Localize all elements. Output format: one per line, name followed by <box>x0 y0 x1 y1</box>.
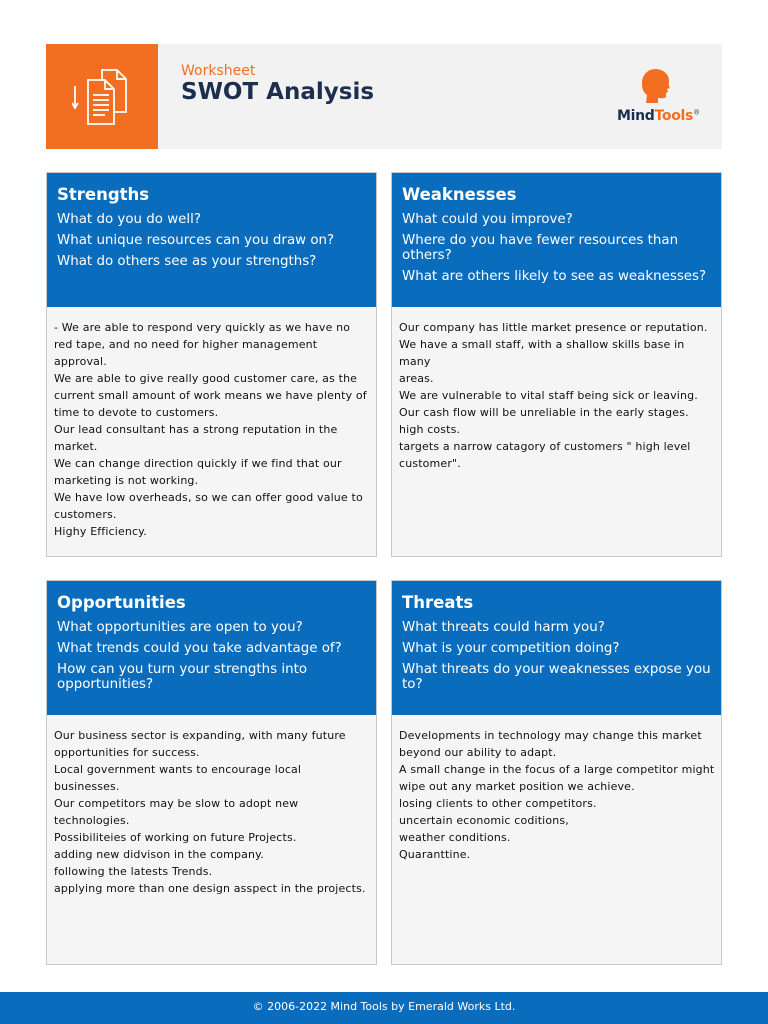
opportunities-question: What trends could you take advantage of? <box>57 641 342 656</box>
weaknesses-line: Our cash flow will be unreliable in the early stages. <box>399 406 689 419</box>
weaknesses-questions <box>402 212 712 290</box>
threats-line: weather conditions. <box>399 831 511 844</box>
brand-tools: Tools <box>654 108 694 124</box>
threats-line: wipe out any market position we achieve. <box>399 780 635 793</box>
strengths-title: Strengths <box>57 185 150 204</box>
weaknesses-title: Weaknesses <box>402 185 517 204</box>
strengths-line: current small amount of work means we have plenty of <box>54 389 367 402</box>
strengths-line: We are able to give really good customer care, as the <box>54 372 358 385</box>
strengths-line: red tape, and no need for higher management <box>54 338 318 351</box>
strengths-line: We have low overheads, so we can offer good value to <box>54 491 363 504</box>
strengths-line: time to devote to customers. <box>54 406 219 419</box>
weaknesses-line: Our company has little market presence or reputation. <box>399 321 708 334</box>
strengths-header <box>47 173 376 307</box>
threats-question: What threats do your weaknesses expose you to? <box>402 662 711 692</box>
mindtools-logo <box>614 68 700 128</box>
strengths-line: Our lead consultant has a strong reputation in the <box>54 423 338 436</box>
threats-text-area[interactable] <box>399 727 715 955</box>
weaknesses-line: We are vulnerable to vital staff being sick or leaving. <box>399 389 698 402</box>
weaknesses-question: Where do you have fewer resources than others? <box>402 233 679 263</box>
strengths-line: - We are able to respond very quickly as we have no <box>54 321 351 334</box>
strengths-line: We can change direction quickly if we find that our <box>54 457 342 470</box>
threats-line: Quaranttine. <box>399 848 471 861</box>
strengths-line: Highy Efficiency. <box>54 525 147 538</box>
opportunities-line: Our competitors may be slow to adopt new <box>54 797 299 810</box>
strengths-questions <box>57 212 367 275</box>
opportunities-line: Our business sector is expanding, with many future <box>54 729 346 742</box>
threats-line: beyond our ability to adapt. <box>399 746 557 759</box>
opportunities-question: How can you turn your strengths into opportunities? <box>57 662 308 692</box>
documents-icon <box>72 68 132 126</box>
threats-title: Threats <box>402 593 474 612</box>
opportunities-line: businesses. <box>54 780 120 793</box>
opportunities-line: Local government wants to encourage local <box>54 763 302 776</box>
head-icon <box>642 68 672 104</box>
opportunities-line: following the latests Trends. <box>54 865 213 878</box>
weaknesses-line: customer". <box>399 457 461 470</box>
weaknesses-line: areas. <box>399 372 434 385</box>
threats-line: A small change in the focus of a large competitor might <box>399 763 715 776</box>
weaknesses-line: targets a narrow catagory of customers " high level <box>399 440 691 453</box>
opportunities-line: applying more than one design asspect in the projects. <box>54 882 366 895</box>
weaknesses-line: high costs. <box>399 423 461 436</box>
opportunities-line: Possibiliteies of working on future Projects. <box>54 831 297 844</box>
threats-question: What is your competition doing? <box>402 641 620 656</box>
strengths-text-area[interactable] <box>54 319 370 547</box>
opportunities-line: opportunities for success. <box>54 746 200 759</box>
opportunities-panel <box>46 580 377 965</box>
opportunities-title: Opportunities <box>57 593 186 612</box>
brand-wordmark <box>617 108 700 124</box>
strengths-line: approval. <box>54 355 107 368</box>
threats-questions <box>402 620 712 698</box>
brand-mind: Mind <box>617 108 655 124</box>
opportunities-line: adding new didvison in the company. <box>54 848 264 861</box>
worksheet-header <box>46 44 722 149</box>
header-icon-box <box>46 44 158 149</box>
header-kicker: Worksheet <box>181 63 256 79</box>
weaknesses-line: We have a small staff, with a shallow skills base in many <box>399 338 689 368</box>
threats-panel <box>391 580 722 965</box>
weaknesses-header <box>392 173 721 307</box>
opportunities-text-area[interactable] <box>54 727 370 955</box>
strengths-question: What do you do well? <box>57 212 201 227</box>
threats-line: Developments in technology may change this market <box>399 729 702 742</box>
strengths-line: customers. <box>54 508 117 521</box>
opportunities-questions <box>57 620 367 698</box>
weaknesses-question: What are others likely to see as weaknesses? <box>402 269 707 284</box>
strengths-line: market. <box>54 440 98 453</box>
weaknesses-panel <box>391 172 722 557</box>
copyright-footer: © 2006-2022 Mind Tools by Emerald Works Ltd. <box>0 992 768 1024</box>
opportunities-header <box>47 581 376 715</box>
threats-line: losing clients to other competitors. <box>399 797 597 810</box>
threats-line: uncertain economic coditions, <box>399 814 569 827</box>
brand-reg: ® <box>693 108 700 117</box>
strengths-question: What unique resources can you draw on? <box>57 233 335 248</box>
opportunities-line: technologies. <box>54 814 130 827</box>
weaknesses-text-area[interactable] <box>399 319 715 547</box>
weaknesses-question: What could you improve? <box>402 212 573 227</box>
page-title: SWOT Analysis <box>181 79 375 105</box>
strengths-panel <box>46 172 377 557</box>
threats-header <box>392 581 721 715</box>
strengths-line: marketing is not working. <box>54 474 199 487</box>
opportunities-question: What opportunities are open to you? <box>57 620 303 635</box>
strengths-question: What do others see as your strengths? <box>57 254 317 269</box>
threats-question: What threats could harm you? <box>402 620 605 635</box>
